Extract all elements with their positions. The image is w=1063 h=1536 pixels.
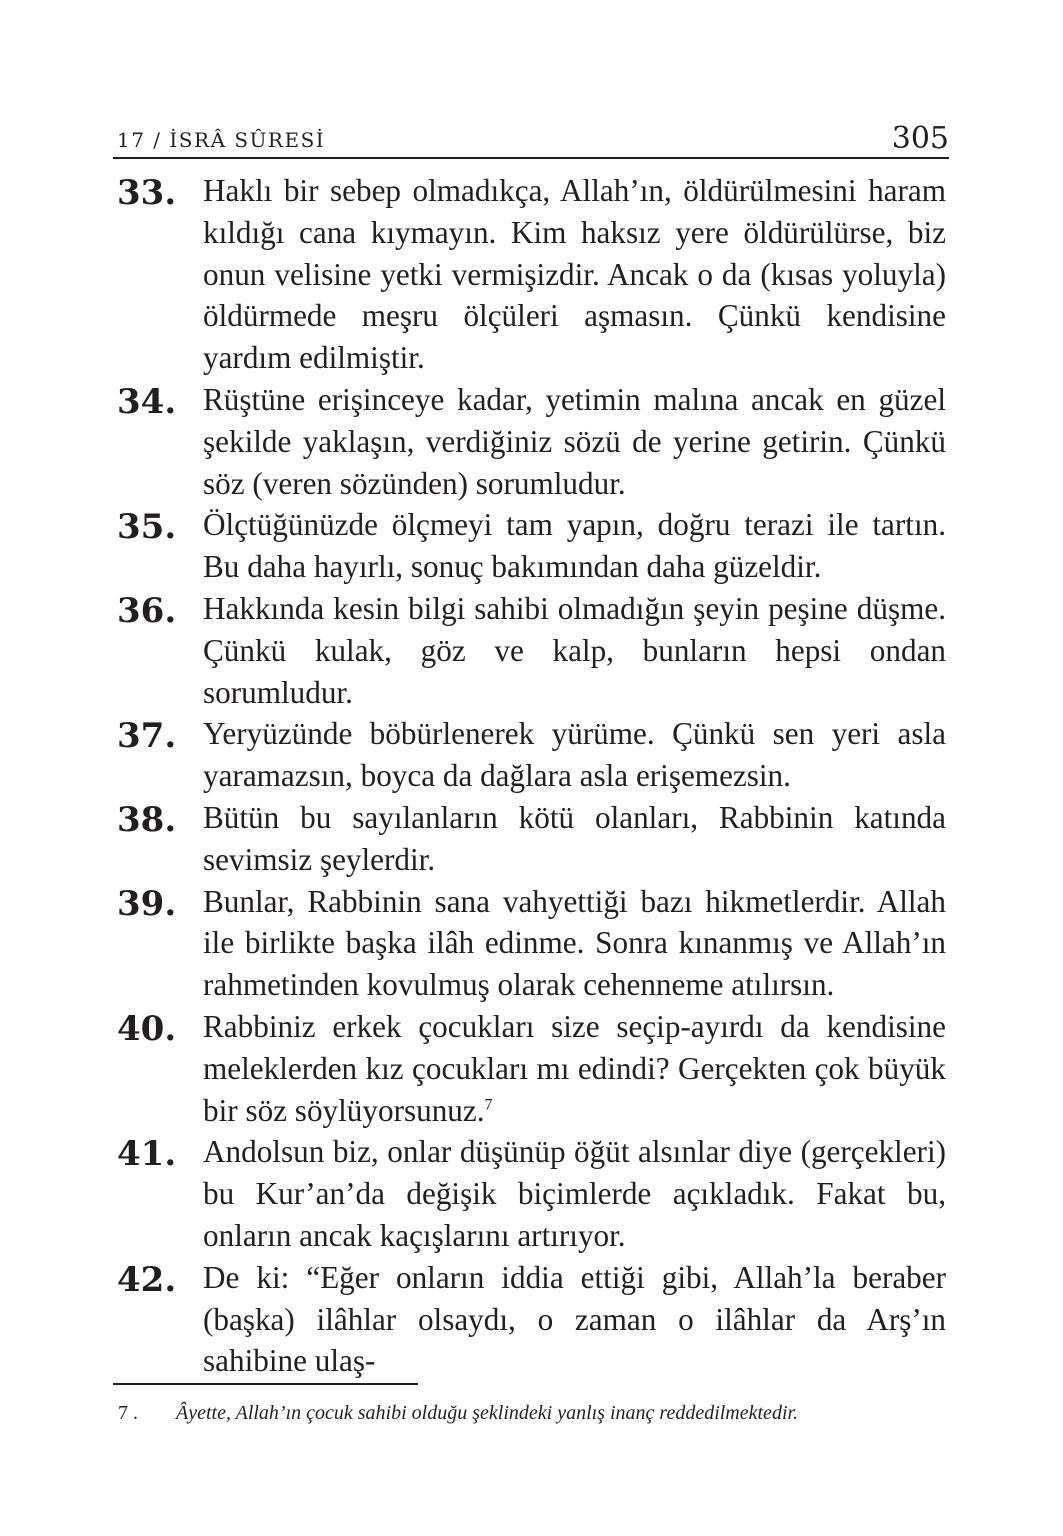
verse-34 bbox=[113, 379, 946, 504]
page-number: 305 bbox=[891, 121, 949, 156]
verse-number: 35. bbox=[117, 507, 177, 548]
verse-list bbox=[113, 170, 946, 1382]
verse-number: 41. bbox=[117, 1134, 177, 1175]
verse-41 bbox=[113, 1131, 946, 1256]
verse-text: Hakkında kesin bilgi sahibi olmadığın şeyin peşine düşme. Çünkü kulak, göz ve kalp, bunların hepsi ondan sorumludur. bbox=[203, 590, 946, 710]
verse-text: Rüştüne erişinceye kadar, yetimin malına ancak en güzel şekilde yaklaşın, verdiğiniz sözü de yerine getirin. Çünkü söz (veren sözünden) sorumludur. bbox=[203, 381, 946, 501]
verse-number: 40. bbox=[117, 1008, 177, 1049]
footnote-rule bbox=[113, 1383, 418, 1385]
footnote-reference[interactable]: 7 bbox=[484, 1096, 493, 1114]
verse-36 bbox=[113, 588, 946, 713]
verse-number: 39. bbox=[117, 883, 177, 924]
verse-text: Bütün bu sayılanların kötü olanları, Rabbinin katında sevimsiz şeylerdir. bbox=[203, 799, 946, 877]
footnote-marker: 7 . bbox=[118, 1402, 138, 1424]
verse-number: 42. bbox=[117, 1259, 177, 1300]
verse-37 bbox=[113, 713, 946, 797]
verse-text: Yeryüzünde böbürlenerek yürüme. Çünkü sen yeri asla yaramazsın, boyca da dağlara asla erişemezsin. bbox=[203, 716, 946, 794]
footnote-text: Âyette, Allah’ın çocuk sahibi olduğu şeklindeki yanlış inanç reddedilmektedir. bbox=[176, 1402, 799, 1424]
verse-number: 38. bbox=[117, 799, 177, 840]
verse-number: 36. bbox=[117, 590, 177, 631]
verse-text: Ölçtüğünüzde ölçmeyi tam yapın, doğru terazi ile tartın. Bu daha hayırlı, sonuç bakımından daha güzeldir. bbox=[203, 507, 946, 585]
running-head: 17 / İSRÂ SÛRESİ bbox=[117, 128, 326, 152]
verse-text: Andolsun biz, onlar düşünüp öğüt alsınlar diye (gerçekleri) bu Kur’an’da değişik biçimlerde açıkladık. Fakat bu, onların ancak kaçışlarını artırıyor. bbox=[203, 1134, 946, 1253]
footnote bbox=[118, 1398, 948, 1428]
verse-35 bbox=[113, 504, 946, 588]
verse-number: 37. bbox=[117, 716, 177, 757]
verse-text: Bunlar, Rabbinin sana vahyettiği bazı hikmetlerdir. Allah ile birlikte başka ilâh edinme. Sonra kınanmış ve Allah’ın rahmetinden kovulmuş olarak cehenneme atılırsın. bbox=[203, 883, 946, 1003]
verse-text-wrapper bbox=[203, 1006, 946, 1131]
verse-42 bbox=[113, 1257, 946, 1382]
verse-number: 33. bbox=[117, 173, 177, 213]
verse-38 bbox=[113, 797, 946, 881]
header-rule bbox=[113, 157, 949, 159]
verse-text: De ki: “Eğer onların iddia ettiği gibi, Allah’la beraber (başka) ilâhlar olsaydı, o zaman o ilâhlar da Arş’ın sahibine ulaş- bbox=[203, 1259, 946, 1379]
verse-text: Haklı bir sebep olmadıkça, Allah’ın, öldürülmesini haram kıldığı cana kıymayın. Kim haksız yere öldürülürse, biz onun velisine yetki vermişizdir. Ancak o da (kısas yoluyla) öldürmede meşru ölçüleri aşmasın. Çünkü kendisine yardım edilmiştir. bbox=[203, 173, 946, 376]
verse-number: 34. bbox=[117, 381, 177, 422]
verse-40 bbox=[113, 1006, 946, 1131]
verse-33 bbox=[113, 170, 946, 379]
verse-text: Rabbiniz erkek çocukları size seçip-ayırdı da kendisine meleklerden kız çocukları mı edindi? Gerçekten çok büyük bir söz söylüyorsunuz. bbox=[203, 1008, 946, 1128]
verse-39 bbox=[113, 881, 946, 1006]
page-header bbox=[113, 112, 949, 160]
